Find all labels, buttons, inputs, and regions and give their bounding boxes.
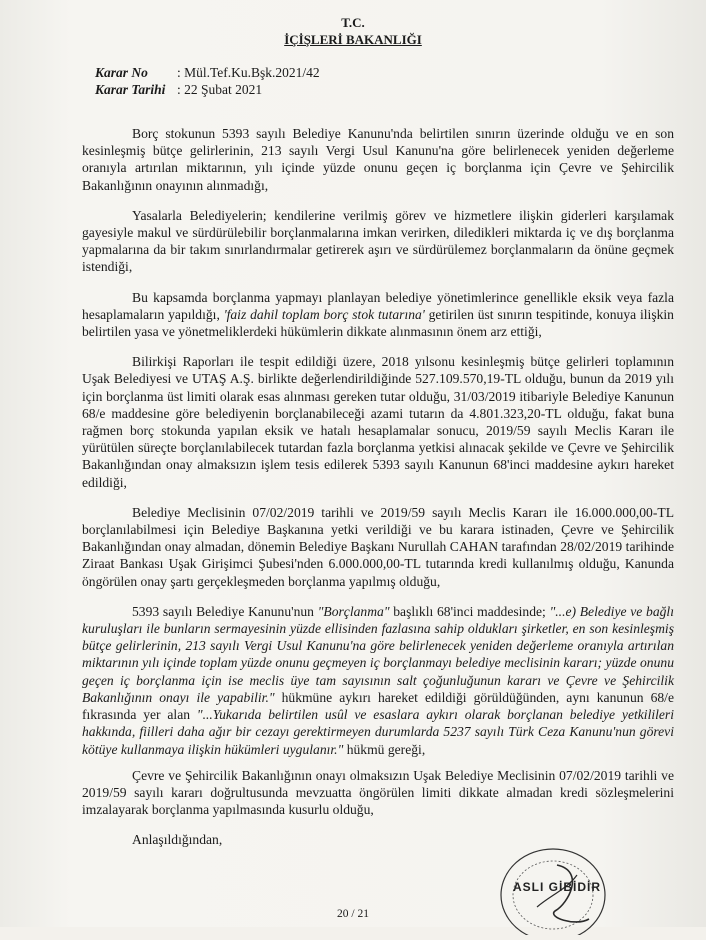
- header-tc: T.C.: [341, 15, 365, 30]
- paragraph-1: Borç stokunun 5393 sayılı Belediye Kanunu'nda belirtilen sınırın üzerinde olduğu ve en son kesinleşmiş bütçe gelirlerinin, 213 sayılı Vergi Usul Kanunu'na göre belirlenecek yeniden değerleme oranıyla artırılan miktarının, yılı içinde yüzde onunu geçen iç borçlanma için Çevre ve Şehircilik Bakanlığının onayının alınmadığı,: [82, 126, 674, 193]
- karar-no-value: : Mül.Tef.Ku.Bşk.2021/42: [177, 65, 320, 80]
- karar-no-row: [95, 64, 320, 81]
- paragraph-7: Çevre ve Şehircilik Bakanlığının onayı olmaksızın Uşak Belediye Meclisinin 07/02/2019 tarihli ve 2019/59 sayılı kararı doğrultusunda mevzuatta öngörülen limiti dikkate almadan kredi sözleşmelerini imzalayarak borçlanma yapılmasında kusurlu olduğu,: [82, 767, 674, 818]
- paragraph-3: [82, 289, 674, 341]
- paragraph-6-quote-law: "...e) Belediye ve bağlı kuruluşları ile bunların sermayesinin yüzde ellisinden fazlasına sahip oldukları şirketler, en son kesinleşmiş bütçe gelirlerinin, 213 sayılı Vergi Usul Kanunu'na göre belirlenecek yeniden değerleme oranıyla artırılan miktarının yılı içinde toplam yüzde onunu geçmeyen iç borçlanmayı belediye meclisinin kararı; yüzde onunu geçen iç borçlanma için ise meclis üye tam sayısının salt çoğunluğunun kararı ve Çevre ve Şehircilik Bakanlığının onayı ile yapabilir.": [82, 603, 674, 705]
- paragraph-3-text-a: Bu kapsamda borçlanma yapmayı planlayan belediye yönetimlerince genellikle eksik veya fazla hesaplamaların yapıldığı,: [82, 289, 674, 322]
- karar-tarihi-value: : 22 Şubat 2021: [177, 82, 263, 97]
- karar-no-label: Karar No: [95, 65, 148, 80]
- paragraph-6-text-b: başlıklı 68'inci maddesinde;: [389, 603, 550, 619]
- paragraph-6: [82, 603, 674, 758]
- paragraph-4: Bilirkişi Raporları ile tespit edildiği üzere, 2018 yılsonu kesinleşmiş bütçe gelirleri toplamının Uşak Belediyesi ve UTAŞ A.Ş. birlikte değerlendirildiğinde 527.109.570,19-TL olduğu, bunun da 2019 yılı için borçlanma üst limiti olarak esas alınması gereken tutar olduğu, 31/03/2019 itibariyle Belediye Kanunun 68/e maddesine göre belediyenin borçlanabileceği azami tutarın da 4.801.323,20-TL olduğu, fakat buna rağmen borç stokunda yapılan eksik ve hatalı hesaplamalar sonucu, 2019/59 sayılı Meclis Kararı ile yürütülen süreçte borçlanılabilecek tutardan fazla borçlanma yetkisi alınacak şekilde ve Çevre ve Şehircilik Bakanlığından onay almaksızın işlem tesis edilerek 5393 sayılı Kanunun 68'inci maddesine aykırı hareket edildiği,: [82, 354, 674, 490]
- paragraph-6-quote-title: "Borçlanma": [317, 603, 390, 619]
- decision-meta: [95, 64, 320, 98]
- header-ministry: İÇİŞLERİ BAKANLIĞI: [284, 32, 422, 47]
- document-body: [82, 125, 674, 862]
- document-header: [0, 14, 706, 48]
- page-number: 20 / 21: [337, 908, 369, 920]
- paragraph-5: Belediye Meclisinin 07/02/2019 tarihli ve 2019/59 sayılı Meclis Kararı ile 16.000.000,00-TL borçlanılabilmesi için Belediye Başkanına yetki verildiği ve bu karara istinaden, Çevre ve Şehircilik Bakanlığından onay almadan, dönemin Belediye Başkanı Nurullah CAHAN tarafından 28/02/2019 tarihinde Ziraat Bankası Uşak Girişimci Şubesi'nden 6.000.000,00-TL tutarında kredi kullanılmış olduğu, Kanunda öngörülen onay şartı gerçekleşmeden borçlanma yapılmış olduğu,: [82, 504, 674, 589]
- paragraph-3-quote: 'faiz dahil toplam borç stok tutarına': [223, 306, 425, 322]
- paragraph-3-text-b: getirilen üst sınırın tespitinde, konuya ilişkin belirtilen yasa ve yönetmeliklerdeki hükümlerin dikkate alınmasının önem arz ettiği,: [82, 306, 674, 340]
- paragraph-6-quote-penalty: "...Yukarıda belirtilen usûl ve esaslara aykırı olarak borçlanan belediye yetkilileri hakkında, fiilleri daha ağır bir cezayı gerektirmeyen durumlarda 5237 sayılı Türk Ceza Kanunu'nun görevi kötüye kullanmaya ilişkin hükümleri uygulanır.": [82, 707, 674, 757]
- karar-tarihi-row: [95, 81, 320, 98]
- stamp-text: ASLI GİBİDİR: [513, 880, 602, 894]
- paragraph-6-text-c: hükmüne aykırı hareket edildiği görüldüğünden, aynı kanunun 68/e fıkrasında yer alan: [82, 689, 674, 723]
- paragraph-6-text-d: hükmü gereği,: [343, 741, 426, 757]
- paragraph-6-text-a: 5393 sayılı Belediye Kanunu'nun: [132, 603, 318, 619]
- certified-copy-stamp: [497, 845, 609, 935]
- karar-tarihi-label: Karar Tarihi: [95, 82, 166, 97]
- paragraph-8: Anlaşıldığından,: [132, 832, 223, 848]
- paragraph-2: Yasalarla Belediyelerin; kendilerine verilmiş görev ve hizmetlere ilişkin giderleri karşılamak gayesiyle makul ve sürdürülebilir borçlanmalarına imkan verirken, diledikleri miktarda iç ve dış borçlanma yapmalarına da bir takım sınırlandırmalar getirerek aşırı ve sürdürülemez borçlanmaların da önüne geçmek istendiği,: [82, 207, 674, 275]
